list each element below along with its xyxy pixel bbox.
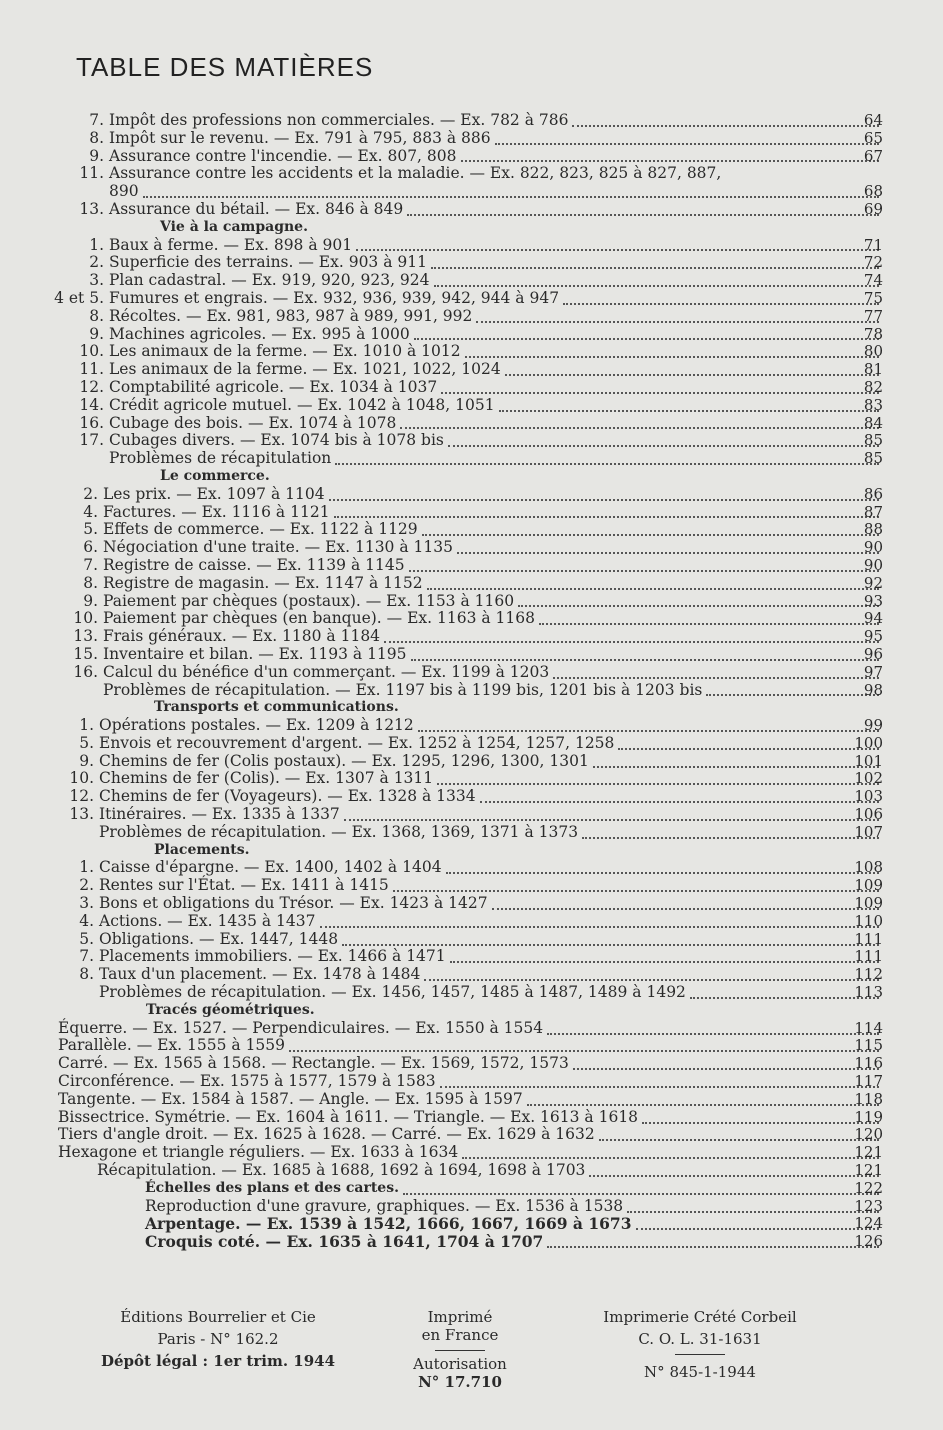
entry-number: 5. — [83, 520, 98, 539]
section-heading: Tracés géométriques. — [146, 1001, 315, 1018]
entry-text: Itinéraires. — Ex. 1335 à 1337 — [99, 805, 340, 824]
printed-country: en France — [421, 1326, 499, 1344]
entry-text: Baux à ferme. — Ex. 898 à 901 — [109, 235, 353, 254]
entry-text: Bons et obligations du Trésor. — Ex. 1423 à 1427 — [99, 894, 488, 913]
toc-row — [0, 165, 943, 183]
page-number: 112 — [854, 965, 883, 984]
entry-text: Taux d'un placement. — Ex. 1478 à 1484 — [99, 965, 421, 984]
leader-dots — [334, 516, 879, 518]
page-number: 87 — [863, 502, 883, 521]
entry-number: 7. — [83, 555, 98, 574]
entry-text: Carré. — Ex. 1565 à 1568. — Rectangle. — Ex. 1569, 1572, 1573 — [58, 1054, 569, 1073]
entry-text: Cubages divers. — Ex. 1074 bis à 1078 bis — [109, 431, 444, 450]
page-number: 111 — [854, 929, 883, 948]
entry-text: Problèmes de récapitulation. — Ex. 1197 bis à 1199 bis, 1201 bis à 1203 bis — [103, 680, 703, 699]
page-number: 106 — [854, 805, 883, 824]
entry-text: Registre de magasin. — Ex. 1147 à 1152 — [103, 573, 423, 592]
leader-dots — [409, 570, 879, 572]
page-number: 114 — [854, 1018, 883, 1037]
toc-row — [0, 1162, 943, 1180]
page-number: 67 — [863, 146, 883, 165]
toc-row — [0, 112, 943, 130]
toc-row — [0, 201, 943, 219]
leader-dots — [582, 837, 879, 839]
page-number: 90 — [863, 538, 883, 557]
toc-row — [0, 664, 943, 682]
printed-in-block — [385, 1306, 535, 1393]
page-number: 116 — [854, 1054, 883, 1073]
toc-row — [0, 130, 943, 148]
entry-number: 13. — [69, 805, 94, 824]
toc-row — [0, 1180, 943, 1198]
entry-text: Assurance contre les accidents et la maladie. — Ex. 822, 823, 825 à 827, 887, — [109, 164, 722, 183]
page-number: 77 — [863, 306, 883, 325]
entry-text: Les animaux de la ferme. — Ex. 1010 à 1012 — [109, 342, 461, 361]
entry-number: 17. — [79, 431, 104, 450]
leader-dots — [143, 196, 879, 198]
toc-row — [0, 1109, 943, 1127]
page-number: 82 — [863, 377, 883, 396]
entry-text: Chemins de fer (Colis). — Ex. 1307 à 1311 — [99, 769, 434, 788]
entry-text: Assurance du bétail. — Ex. 846 à 849 — [109, 199, 404, 218]
entry-text: Récapitulation. — Ex. 1685 à 1688, 1692 à 1694, 1698 à 1703 — [97, 1161, 586, 1180]
entry-text: Machines agricoles. — Ex. 995 à 1000 — [109, 324, 410, 343]
entry-number: 12. — [79, 377, 104, 396]
toc-row — [0, 1055, 943, 1073]
entry-number: 13. — [73, 627, 98, 646]
entry-text: Obligations. — Ex. 1447, 1448 — [99, 929, 339, 948]
toc-row — [0, 984, 943, 1002]
entry-number: 4. — [79, 911, 94, 930]
leader-dots — [424, 979, 879, 981]
leader-dots — [403, 1193, 879, 1195]
page-number: 86 — [863, 484, 883, 503]
toc-row — [0, 575, 943, 593]
page-number: 109 — [854, 894, 883, 913]
page-number: 99 — [863, 716, 883, 735]
legal-deposit: Dépôt légal : 1er trim. 1944 — [100, 1352, 336, 1370]
leader-dots — [499, 410, 879, 412]
entry-text: Crédit agricole mutuel. — Ex. 1042 à 1048, 1051 — [109, 395, 495, 414]
entry-number: 9. — [83, 591, 98, 610]
leader-dots — [437, 783, 879, 785]
page-number: 94 — [863, 609, 883, 628]
authorisation-number: N° 17.710 — [418, 1373, 502, 1391]
leader-dots — [462, 1157, 879, 1159]
page-number: 97 — [863, 662, 883, 681]
entry-text: Tangente. — Ex. 1584 à 1587. — Angle. — Ex. 1595 à 1597 — [58, 1089, 523, 1108]
entry-number: 12. — [69, 787, 94, 806]
page-number: 92 — [863, 573, 883, 592]
leader-dots — [414, 338, 879, 340]
entry-text: Impôt sur le revenu. — Ex. 791 à 795, 883 à 886 — [109, 128, 491, 147]
entry-text: Parallèle. — Ex. 1555 à 1559 — [58, 1036, 286, 1055]
page-number: 110 — [854, 911, 883, 930]
entry-text: Effets de commerce. — Ex. 1122 à 1129 — [103, 520, 418, 539]
toc-row — [0, 1037, 943, 1055]
page-number: 101 — [854, 751, 883, 770]
entry-number: 9. — [89, 324, 104, 343]
leader-dots — [465, 356, 879, 358]
entry-number: 11. — [79, 164, 104, 183]
entry-text: Hexagone et triangle réguliers. — Ex. 1633 à 1634 — [58, 1143, 459, 1162]
page-number: 119 — [854, 1107, 883, 1126]
leader-dots — [457, 552, 879, 554]
entry-text: Plan cadastral. — Ex. 919, 920, 923, 924 — [109, 271, 430, 290]
section-heading: Le commerce. — [160, 467, 270, 484]
toc-row — [0, 183, 943, 201]
entry-text: Croquis coté. — Ex. 1635 à 1641, 1704 à 1707 — [145, 1232, 544, 1252]
entry-text: Les animaux de la ferme. — Ex. 1021, 1022, 1024 — [109, 360, 501, 379]
entry-text: Placements immobiliers. — Ex. 1466 à 1471 — [99, 947, 446, 966]
leader-dots — [431, 267, 879, 269]
page-number: 107 — [854, 822, 883, 841]
leader-dots — [527, 1104, 879, 1106]
entry-number: 7. — [79, 947, 94, 966]
entry-text: Cubage des bois. — Ex. 1074 à 1078 — [109, 413, 397, 432]
page-number: 122 — [854, 1178, 883, 1197]
page-number: 100 — [854, 733, 883, 752]
page-number: 88 — [863, 520, 883, 539]
toc-row — [0, 1020, 943, 1038]
toc-row — [0, 272, 943, 290]
toc-row — [0, 539, 943, 557]
toc-row — [0, 1091, 943, 1109]
entry-text: Récoltes. — Ex. 981, 983, 987 à 989, 991, 992 — [109, 306, 473, 325]
entry-text: Problèmes de récapitulation. — Ex. 1368, 1369, 1371 à 1373 — [99, 822, 579, 841]
toc-row — [0, 1233, 943, 1251]
leader-dots — [572, 125, 879, 127]
leader-dots — [342, 944, 879, 946]
leader-dots — [627, 1211, 879, 1213]
page-number: 121 — [854, 1143, 883, 1162]
entry-number: 8. — [83, 573, 98, 592]
entry-number: 5. — [79, 733, 94, 752]
entry-number: 2. — [79, 876, 94, 895]
toc-row — [0, 1215, 943, 1233]
toc-row — [0, 877, 943, 895]
divider — [675, 1354, 725, 1355]
authorisation-label: Autorisation — [413, 1355, 507, 1373]
page-number: 81 — [863, 360, 883, 379]
toc-row — [0, 895, 943, 913]
leader-dots — [400, 427, 879, 429]
leader-dots — [495, 143, 879, 145]
toc-row — [0, 770, 943, 788]
toc-row — [0, 504, 943, 522]
entry-text: Opérations postales. — Ex. 1209 à 1212 — [99, 716, 414, 735]
leader-dots — [448, 445, 879, 447]
toc-row — [0, 610, 943, 628]
toc-row — [0, 432, 943, 450]
leader-dots — [393, 890, 879, 892]
page-number: 83 — [863, 395, 883, 414]
entry-text: Chemins de fer (Colis postaux). — Ex. 1295, 1296, 1300, 1301 — [99, 751, 589, 770]
page-title: TABLE DES MATIÈRES — [76, 52, 374, 82]
toc-row — [0, 859, 943, 877]
publisher-name: Éditions Bourrelier et Cie — [120, 1308, 316, 1326]
toc-row — [0, 521, 943, 539]
section-heading: Transports et communications. — [154, 699, 399, 716]
section-heading: Placements. — [154, 841, 250, 858]
toc-row — [0, 806, 943, 824]
leader-dots — [427, 588, 879, 590]
entry-text: Paiement par chèques (en banque). — Ex. 1163 à 1168 — [103, 609, 535, 628]
toc-row — [0, 966, 943, 984]
toc-row — [0, 148, 943, 166]
entry-text: Reproduction d'une gravure, graphiques. — Ex. 1536 à 1538 — [145, 1196, 624, 1215]
leader-dots — [446, 872, 879, 874]
entry-text: Circonférence. — Ex. 1575 à 1577, 1579 à 1583 — [58, 1072, 436, 1091]
leader-dots — [599, 1139, 879, 1141]
section-heading: Échelles des plans et des cartes. — [145, 1179, 399, 1196]
entry-number: 10. — [73, 609, 98, 628]
page-number: 65 — [863, 128, 883, 147]
leader-dots — [407, 214, 879, 216]
publisher-reference: Paris - N° 162.2 — [157, 1330, 279, 1348]
leader-dots — [589, 1175, 879, 1177]
leader-dots — [547, 1246, 879, 1248]
toc-row — [0, 557, 943, 575]
leader-dots — [573, 1068, 879, 1070]
entry-text: Problèmes de récapitulation. — Ex. 1456, 1457, 1485 à 1487, 1489 à 1492 — [99, 983, 686, 1002]
leader-dots — [480, 801, 879, 803]
leader-dots — [384, 641, 879, 643]
entry-number: 6. — [83, 538, 98, 557]
page-number: 75 — [863, 288, 883, 307]
toc-row — [0, 450, 943, 468]
page-number: 126 — [854, 1232, 883, 1251]
leader-dots — [422, 534, 879, 536]
entry-number: 8. — [79, 965, 94, 984]
entry-text: Problèmes de récapitulation — [109, 449, 332, 468]
leader-dots — [335, 463, 879, 465]
printed-label: Imprimé — [427, 1308, 493, 1326]
toc-row — [0, 682, 943, 700]
entry-text: Bissectrice. Symétrie. — Ex. 1604 à 1611. — Triangle. — Ex. 1613 à 1618 — [58, 1107, 639, 1126]
page-number: 95 — [863, 627, 883, 646]
printer-number: N° 845-1-1944 — [644, 1363, 756, 1381]
entry-number: 16. — [79, 413, 104, 432]
toc-row — [0, 735, 943, 753]
toc-row — [0, 415, 943, 433]
section-heading: Vie à la campagne. — [160, 218, 308, 235]
toc-row — [0, 1073, 943, 1091]
entry-text: Caisse d'épargne. — Ex. 1400, 1402 à 1404 — [99, 858, 442, 877]
toc-row — [0, 931, 943, 949]
page-number: 72 — [863, 253, 883, 272]
entry-text: Impôt des professions non commerciales. — Ex. 782 à 786 — [109, 111, 569, 129]
toc-row — [0, 1144, 943, 1162]
page-number: 113 — [854, 983, 883, 1002]
leader-dots — [505, 374, 879, 376]
toc-row — [0, 717, 943, 735]
entry-number: 15. — [73, 644, 98, 663]
entry-number: 2. — [83, 484, 98, 503]
entry-number: 7. — [89, 111, 104, 129]
page-number: 124 — [854, 1214, 883, 1233]
entry-number: 10. — [79, 342, 104, 361]
page-number: 85 — [863, 431, 883, 450]
leader-dots — [434, 285, 879, 287]
entry-number: 2. — [89, 253, 104, 272]
page-number: 64 — [863, 111, 883, 129]
leader-dots — [518, 605, 879, 607]
leader-dots — [418, 730, 879, 732]
entry-text: Paiement par chèques (postaux). — Ex. 1153 à 1160 — [103, 591, 515, 610]
printer-block — [580, 1306, 820, 1383]
page-number: 108 — [854, 858, 883, 877]
leader-dots — [441, 392, 879, 394]
leader-dots — [461, 160, 880, 162]
toc-row — [0, 593, 943, 611]
entry-text: Inventaire et bilan. — Ex. 1193 à 1195 — [103, 644, 407, 663]
page-number: 118 — [854, 1089, 883, 1108]
entry-number: 1. — [79, 858, 94, 877]
entry-text: Calcul du bénéfice d'un commerçant. — Ex. 1199 à 1203 — [103, 662, 550, 681]
entry-text: Tiers d'angle droit. — Ex. 1625 à 1628. — Carré. — Ex. 1629 à 1632 — [58, 1125, 595, 1144]
printer-col: C. O. L. 31-1631 — [638, 1330, 762, 1348]
entry-number: 16. — [73, 662, 98, 681]
page-number: 84 — [863, 413, 883, 432]
divider — [435, 1350, 485, 1351]
toc-row — [0, 379, 943, 397]
page-number: 123 — [854, 1196, 883, 1215]
leader-dots — [618, 748, 879, 750]
page-number: 78 — [863, 324, 883, 343]
page-number: 90 — [863, 555, 883, 574]
toc-row — [0, 753, 943, 771]
page-number: 96 — [863, 644, 883, 663]
entry-text: Chemins de fer (Voyageurs). — Ex. 1328 à 1334 — [99, 787, 476, 806]
page-number: 68 — [863, 182, 883, 201]
entry-text: Comptabilité agricole. — Ex. 1034 à 1037 — [109, 377, 438, 396]
page-number: 102 — [854, 769, 883, 788]
entry-text: Actions. — Ex. 1435 à 1437 — [99, 911, 316, 930]
toc-row — [0, 254, 943, 272]
page-number: 121 — [854, 1161, 883, 1180]
toc-row — [0, 1126, 943, 1144]
entry-number: 13. — [79, 199, 104, 218]
leader-dots — [476, 321, 879, 323]
leader-dots — [289, 1050, 879, 1052]
entry-number: 5. — [79, 929, 94, 948]
toc-row — [0, 824, 943, 842]
page-number: 115 — [854, 1036, 883, 1055]
toc-row — [0, 397, 943, 415]
entry-text: 890 — [109, 182, 139, 201]
leader-dots — [492, 908, 879, 910]
entry-text: Fumures et engrais. — Ex. 932, 936, 939, 942, 944 à 947 — [109, 288, 560, 307]
entry-number: 3. — [89, 271, 104, 290]
entry-number: 8. — [89, 128, 104, 147]
entry-text: Arpentage. — Ex. 1539 à 1542, 1666, 1667, 1669 à 1673 — [145, 1214, 632, 1234]
toc-row — [0, 290, 943, 308]
leader-dots — [450, 961, 879, 963]
leader-dots — [344, 819, 879, 821]
page-number: 85 — [863, 449, 883, 468]
toc-row — [0, 1198, 943, 1216]
leader-dots — [547, 1033, 879, 1035]
leader-dots — [329, 499, 879, 501]
page-number: 74 — [863, 271, 883, 290]
entry-number: 4. — [83, 502, 98, 521]
entry-number: 3. — [79, 894, 94, 913]
leader-dots — [440, 1086, 879, 1088]
page-number: 111 — [854, 947, 883, 966]
printer-name: Imprimerie Crété Corbeil — [603, 1308, 797, 1326]
leader-dots — [411, 659, 879, 661]
page-number: 93 — [863, 591, 883, 610]
toc-row — [0, 913, 943, 931]
entry-number: 4 et 5. — [54, 288, 104, 307]
page-number: 80 — [863, 342, 883, 361]
toc-row — [0, 237, 943, 255]
publisher-block — [88, 1306, 348, 1372]
toc-row — [0, 646, 943, 664]
entry-text: Négociation d'une traite. — Ex. 1130 à 1135 — [103, 538, 453, 557]
leader-dots — [320, 926, 879, 928]
entry-number: 9. — [79, 751, 94, 770]
table-of-contents — [0, 112, 943, 1251]
entry-number: 9. — [89, 146, 104, 165]
entry-text: Rentes sur l'État. — Ex. 1411 à 1415 — [99, 876, 389, 895]
page-number: 71 — [863, 235, 883, 254]
toc-row — [0, 326, 943, 344]
entry-number: 1. — [79, 716, 94, 735]
entry-number: 1. — [89, 235, 104, 254]
toc-row — [0, 948, 943, 966]
leader-dots — [539, 623, 879, 625]
toc-row — [0, 486, 943, 504]
leader-dots — [553, 677, 879, 679]
entry-text: Frais généraux. — Ex. 1180 à 1184 — [103, 627, 381, 646]
entry-text: Factures. — Ex. 1116 à 1121 — [103, 502, 330, 521]
entry-text: Registre de caisse. — Ex. 1139 à 1145 — [103, 555, 405, 574]
entry-text: Envois et recouvrement d'argent. — Ex. 1252 à 1254, 1257, 1258 — [99, 733, 615, 752]
entry-text: Équerre. — Ex. 1527. — Perpendiculaires. — Ex. 1550 à 1554 — [58, 1018, 544, 1037]
page-number: 69 — [863, 199, 883, 218]
entry-text: Les prix. — Ex. 1097 à 1104 — [103, 484, 325, 503]
entry-number: 11. — [79, 360, 104, 379]
toc-row — [0, 308, 943, 326]
toc-row — [0, 788, 943, 806]
entry-number: 8. — [89, 306, 104, 325]
page-number: 98 — [863, 680, 883, 699]
entry-number: 10. — [69, 769, 94, 788]
entry-text: Superficie des terrains. — Ex. 903 à 911 — [109, 253, 427, 272]
entry-number: 14. — [79, 395, 104, 414]
page-number: 109 — [854, 876, 883, 895]
leader-dots — [356, 249, 879, 251]
leader-dots — [563, 303, 879, 305]
toc-row — [0, 628, 943, 646]
page-number: 103 — [854, 787, 883, 806]
page-number: 120 — [854, 1125, 883, 1144]
entry-text: Assurance contre l'incendie. — Ex. 807, 808 — [109, 146, 457, 165]
leader-dots — [593, 766, 879, 768]
toc-row — [0, 343, 943, 361]
toc-row — [0, 361, 943, 379]
page-number: 117 — [854, 1072, 883, 1091]
